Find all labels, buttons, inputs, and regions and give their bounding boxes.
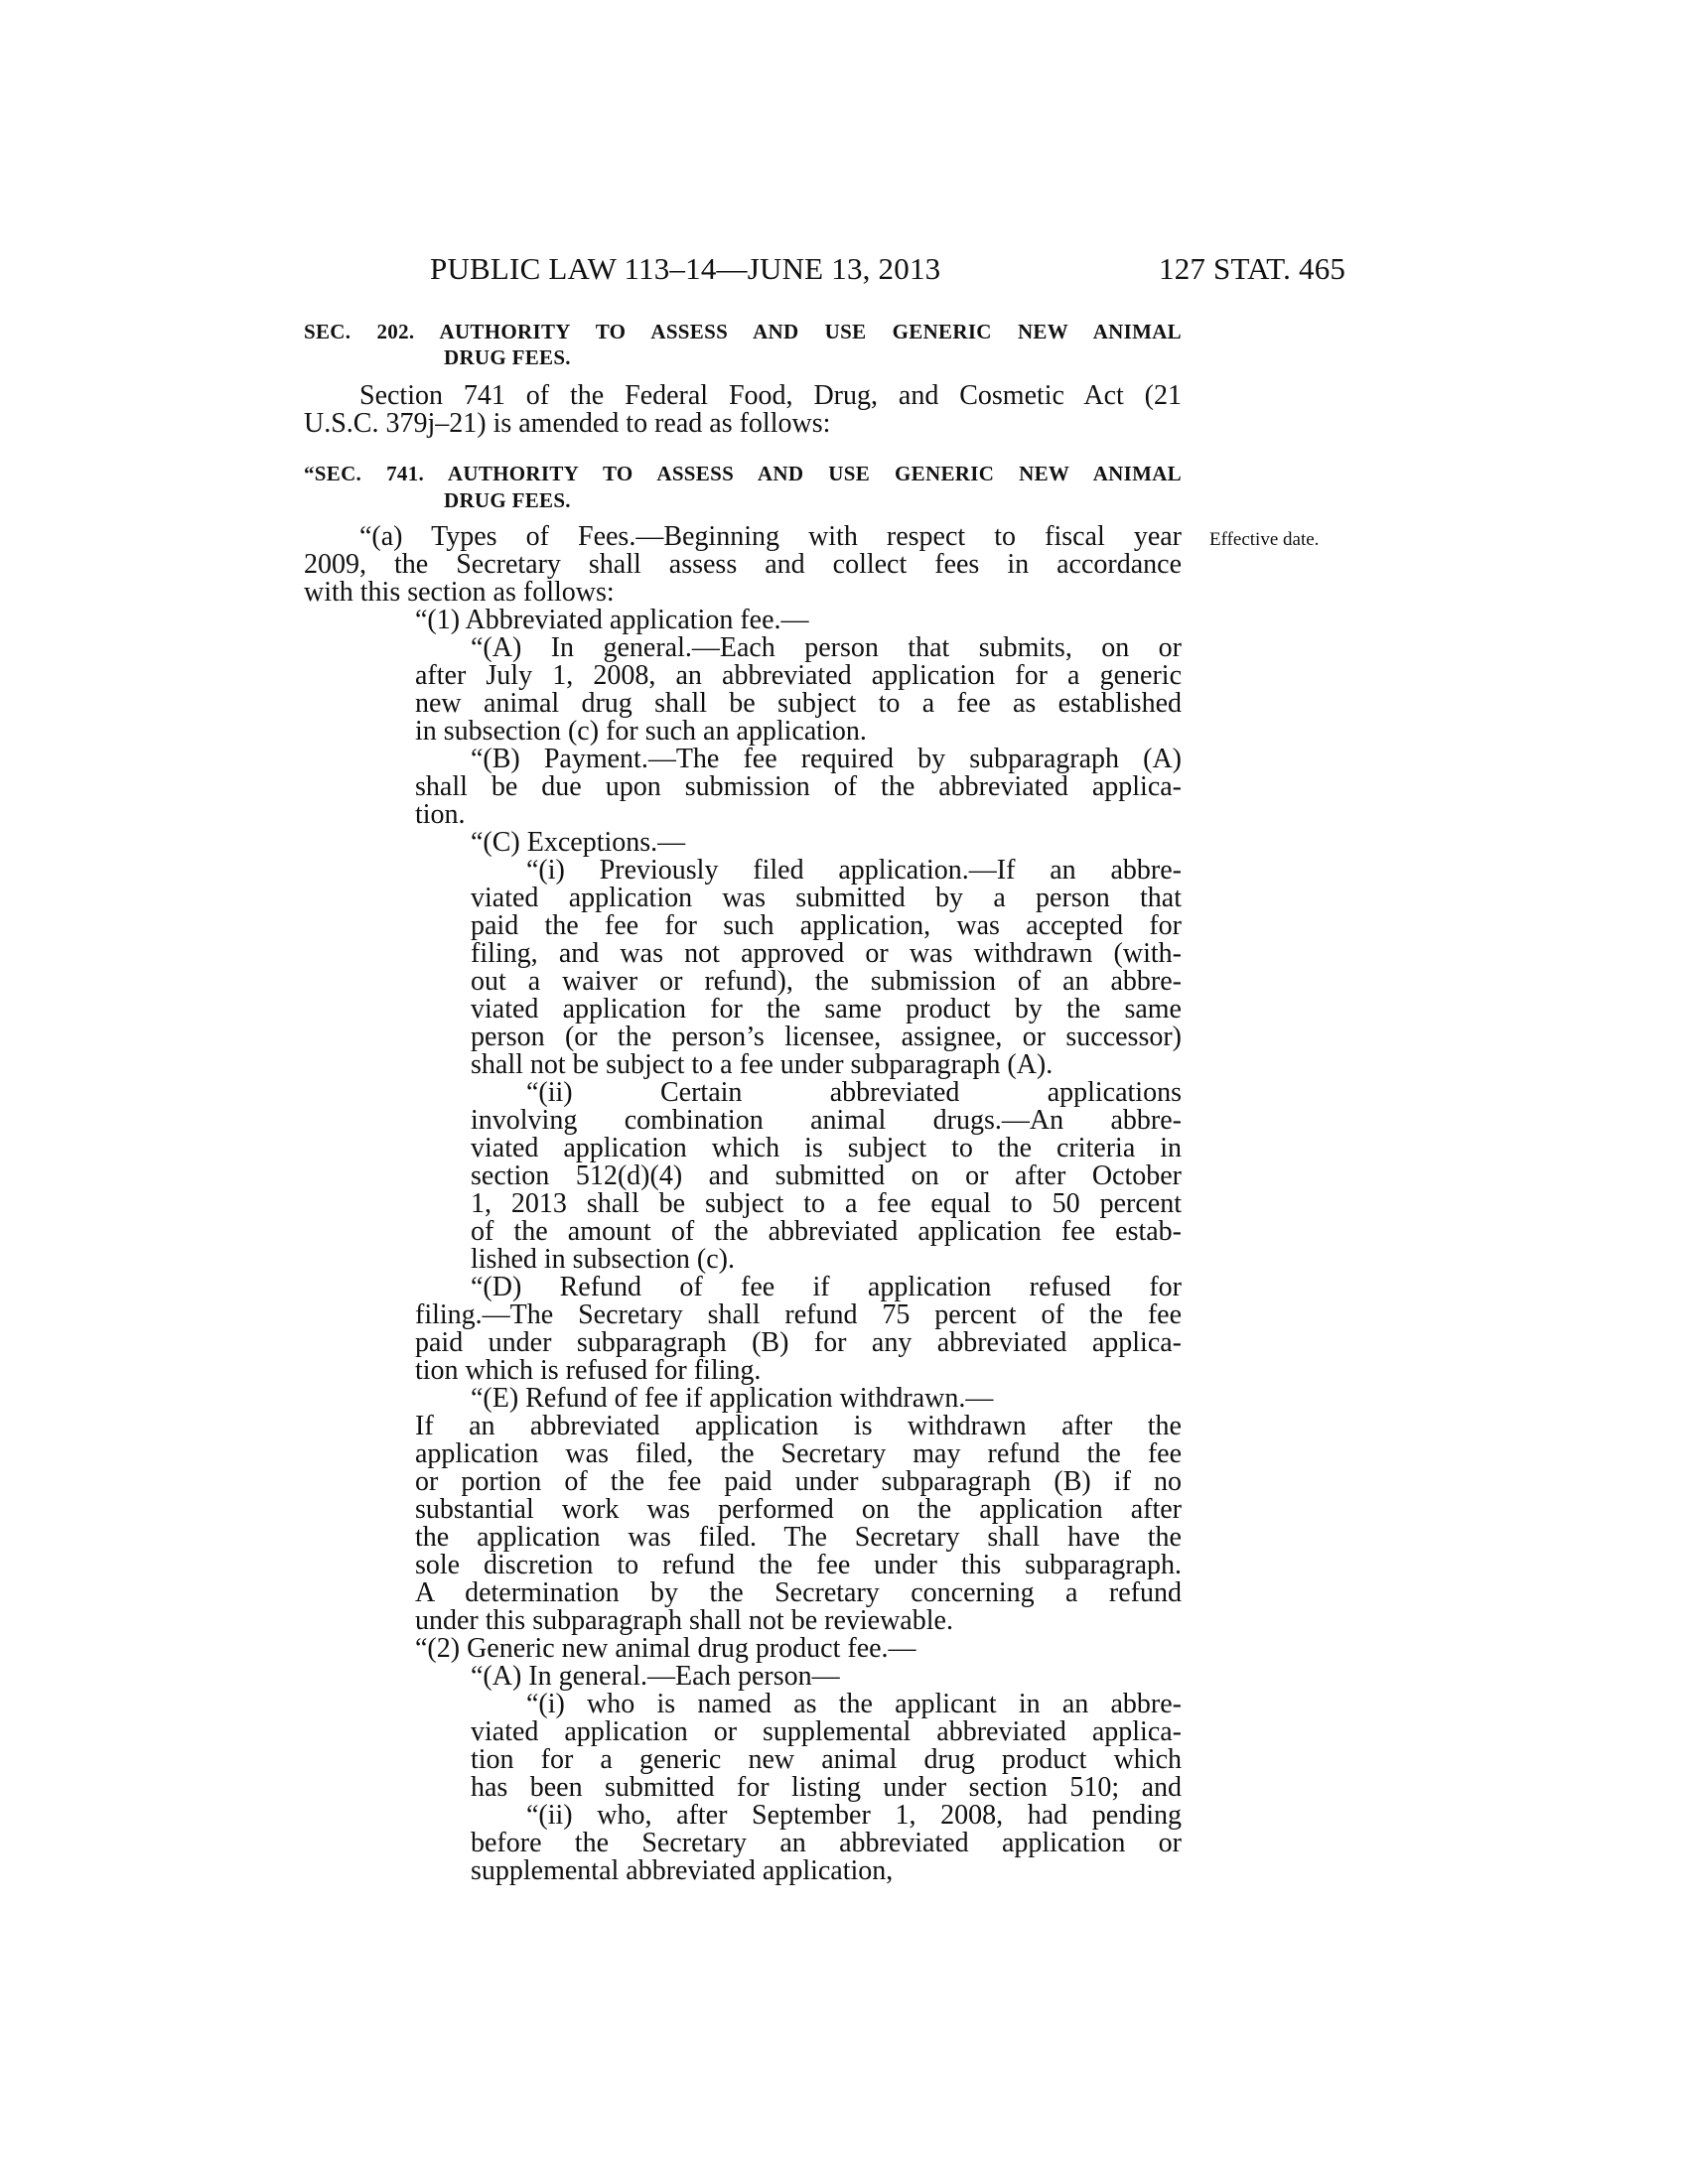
text-line: after July 1, 2008, an abbreviated application for a generic bbox=[415, 660, 1182, 691]
text-line: If an abbreviated application is withdrawn after the bbox=[415, 1411, 1182, 1441]
text-line: “(A) In general.—Each person that submits, on or bbox=[471, 632, 1182, 663]
text-line: involving combination animal drugs.—An abbre- bbox=[471, 1105, 1182, 1136]
running-header-title: PUBLIC LAW 113–14—JUNE 13, 2013 bbox=[430, 251, 941, 286]
text-line: substantial work was performed on the application after bbox=[415, 1494, 1182, 1525]
text-line: tion which is refused for filing. bbox=[415, 1355, 762, 1386]
section-741-heading-line1: “SEC. 741. AUTHORITY TO ASSESS AND USE GENERIC NEW ANIMAL bbox=[304, 462, 1182, 485]
text-line: new animal drug shall be subject to a fee as established bbox=[415, 688, 1182, 719]
text-line: has been submitted for listing under section 510; and bbox=[471, 1772, 1182, 1803]
text-line: filing, and was not approved or was withdrawn (with- bbox=[471, 938, 1182, 969]
text-line: “(i) who is named as the applicant in an abbre- bbox=[526, 1689, 1182, 1719]
text-line: viated application which is subject to the criteria in bbox=[471, 1133, 1182, 1163]
text-line: A determination by the Secretary concerning a refund bbox=[415, 1577, 1182, 1608]
text-line: sole discretion to refund the fee under this subparagraph. bbox=[415, 1550, 1182, 1580]
text-line: “(B) Payment.—The fee required by subparagraph (A) bbox=[471, 744, 1182, 774]
text-line: of the amount of the abbreviated application fee estab- bbox=[471, 1216, 1182, 1247]
text-line: “(E) Refund of fee if application withdrawn.— bbox=[471, 1383, 994, 1414]
text-line: “(ii) Certain abbreviated applications bbox=[526, 1077, 1182, 1108]
text-line: 2009, the Secretary shall assess and collect fees in accordance bbox=[304, 549, 1182, 580]
text-line: the application was filed. The Secretary shall have the bbox=[415, 1522, 1182, 1553]
text-line: viated application for the same product by the same bbox=[471, 994, 1182, 1024]
section-202-intro-line1: Section 741 of the Federal Food, Drug, and Cosmetic Act (21 bbox=[359, 380, 1182, 411]
section-202-heading-line2: DRUG FEES. bbox=[444, 345, 571, 369]
text-line: shall be due upon submission of the abbreviated applica- bbox=[415, 771, 1182, 802]
text-line: viated application or supplemental abbreviated applica- bbox=[471, 1716, 1182, 1747]
text-line: paid the fee for such application, was accepted for bbox=[471, 910, 1182, 941]
page-stat-number: 127 STAT. 465 bbox=[1159, 251, 1346, 286]
text-line: before the Secretary an abbreviated application or bbox=[471, 1828, 1182, 1858]
text-line: tion for a generic new animal drug product which bbox=[471, 1744, 1182, 1775]
text-line: person (or the person’s licensee, assignee, or successor) bbox=[471, 1022, 1182, 1052]
margin-note-effective-date: Effective date. bbox=[1209, 529, 1320, 550]
text-line: filing.—The Secretary shall refund 75 percent of the fee bbox=[415, 1299, 1182, 1330]
text-line: application was filed, the Secretary may refund the fee bbox=[415, 1438, 1182, 1469]
text-line: “(C) Exceptions.— bbox=[471, 827, 686, 858]
text-line: lished in subsection (c). bbox=[471, 1244, 735, 1275]
text-line: under this subparagraph shall not be reviewable. bbox=[415, 1605, 953, 1636]
text-line: out a waiver or refund), the submission of an abbre- bbox=[471, 966, 1182, 997]
text-line: shall not be subject to a fee under subparagraph (A). bbox=[471, 1049, 1054, 1080]
text-line: supplemental abbreviated application, bbox=[471, 1855, 894, 1886]
text-line: 1, 2013 shall be subject to a fee equal to 50 percent bbox=[471, 1188, 1182, 1219]
text-line: “(i) Previously filed application.—If an abbre- bbox=[526, 855, 1182, 886]
text-line: “(1) Abbreviated application fee.— bbox=[415, 605, 809, 635]
text-line: section 512(d)(4) and submitted on or after October bbox=[471, 1160, 1182, 1191]
text-line: “(A) In general.—Each person— bbox=[471, 1661, 840, 1692]
text-line: “(D) Refund of fee if application refused for bbox=[471, 1272, 1182, 1302]
text-line: viated application was submitted by a person that bbox=[471, 883, 1182, 913]
text-line: in subsection (c) for such an application. bbox=[415, 716, 867, 747]
section-202-heading-line1: SEC. 202. AUTHORITY TO ASSESS AND USE GENERIC NEW ANIMAL bbox=[304, 320, 1182, 343]
text-line: or portion of the fee paid under subparagraph (B) if no bbox=[415, 1466, 1182, 1497]
text-line: “(2) Generic new animal drug product fee.— bbox=[415, 1633, 916, 1664]
text-line: “(ii) who, after September 1, 2008, had pending bbox=[526, 1800, 1182, 1831]
text-line: tion. bbox=[415, 799, 466, 830]
section-202-intro-line2: U.S.C. 379j–21) is amended to read as follows: bbox=[304, 408, 831, 439]
section-741-heading-line2: DRUG FEES. bbox=[444, 488, 571, 512]
text-line: paid under subparagraph (B) for any abbreviated applica- bbox=[415, 1327, 1182, 1358]
text-line: with this section as follows: bbox=[304, 577, 615, 608]
text-line: “(a) Types of Fees.—Beginning with respect to fiscal year bbox=[359, 521, 1182, 552]
